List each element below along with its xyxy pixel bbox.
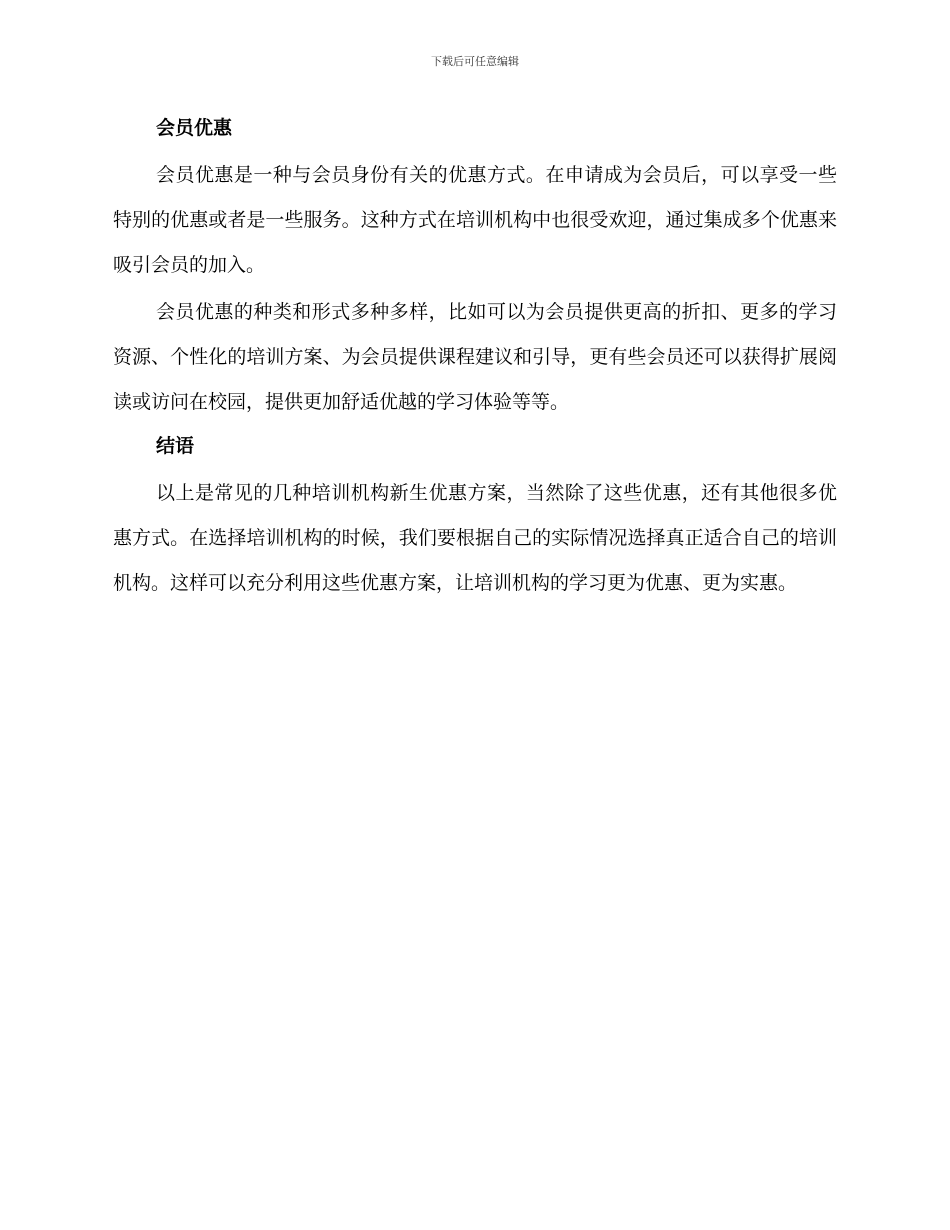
header-note: 下载后可任意编辑 [431, 55, 519, 68]
section-heading-conclusion: 结语 [156, 435, 195, 457]
document-body [113, 113, 837, 606]
paragraph: 以上是常见的几种培训机构新生优惠方案，当然除了这些优惠，还有其他很多优惠方式。在选择培训机构的时候，我们要根据自己的实际情况选择真正适合自己的培训机构。这样可以充分利用这些优惠方案，让培训机构的学习更为优惠、更为实惠。 [113, 482, 837, 594]
paragraph: 会员优惠是一种与会员身份有关的优惠方式。在申请成为会员后，可以享受一些特别的优惠或者是一些服务。这种方式在培训机构中也很受欢迎，通过集成多个优惠来吸引会员的加入。 [113, 164, 837, 276]
spacer [113, 461, 837, 471]
spacer [113, 143, 837, 153]
paragraph: 会员优惠的种类和形式多种多样，比如可以为会员提供更高的折扣、更多的学习资源、个性化的培训方案、为会员提供课程建议和引导，更有些会员还可以获得扩展阅读或访问在校园，提供更加舒适优越的学习体验等等。 [113, 301, 837, 413]
section-heading-member-discount: 会员优惠 [156, 117, 233, 139]
